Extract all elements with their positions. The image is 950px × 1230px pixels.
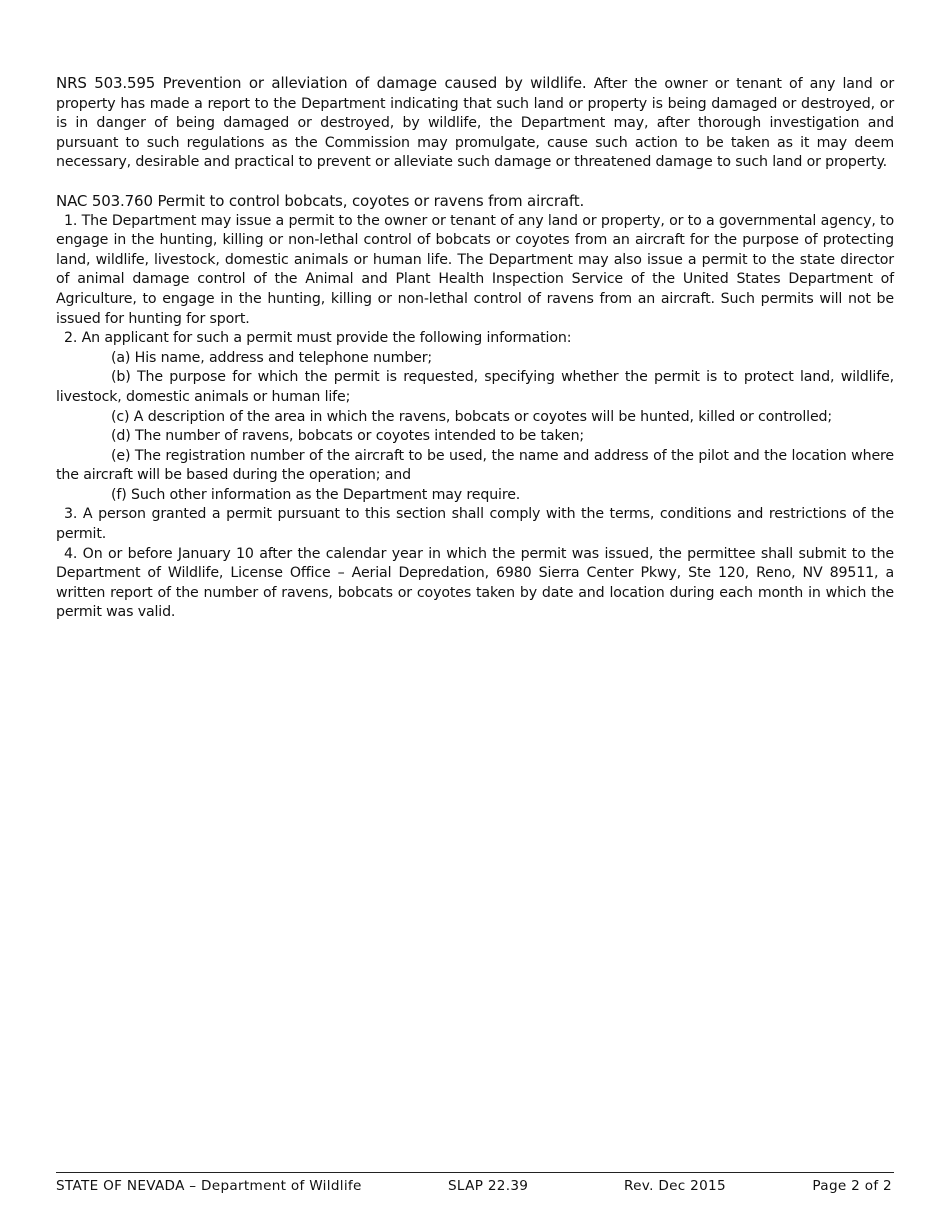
nac-item-a: (a) His name, address and telephone number; — [111, 349, 433, 366]
nac-paragraph-2: 2. An applicant for such a permit must provide the following information: — [64, 330, 572, 347]
footer-revision: Rev. Dec 2015 — [624, 1178, 726, 1194]
page-footer — [56, 1178, 894, 1198]
nac-paragraph-4: 4. On or before January 10 after the calendar year in which the permit was issued, the permittee shall submit to the Department of Wildlife, License Office – Aerial Depredation, 6980 Sierra Center Pkwy, Ste 120, Reno, NV 89511, a written report of the number of ravens, bobcats or coyotes taken by date and location during each month in which the permit was valid. — [56, 545, 894, 621]
footer-page-number: Page 2 of 2 — [812, 1178, 892, 1194]
nac-item-d: (d) The number of ravens, bobcats or coyotes intended to be taken; — [111, 428, 585, 445]
footer-form-number: SLAP 22.39 — [448, 1178, 529, 1194]
section-spacer — [56, 173, 894, 192]
nac-item-f: (f) Such other information as the Department may require. — [111, 486, 521, 503]
nrs-section — [56, 74, 894, 173]
nac-paragraph-3: 3. A person granted a permit pursuant to this section shall comply with the terms, conditions and restrictions of the permit. — [56, 506, 894, 543]
nac-paragraph-1: 1. The Department may issue a permit to the owner or tenant of any land or property, or to a governmental agency, to engage in the hunting, killing or non-lethal control of bobcats or coyotes from an aircraft for the purpose of protecting land, wildlife, livestock, domestic animals or human life. The Department may also issue a permit to the state director of animal damage control of the Animal and Plant Health Inspection Service of the United States Department of Agriculture, to engage in the hunting, killing or non-lethal control of ravens from an aircraft. Such permits will not be issued for hunting for sport. — [56, 212, 894, 327]
nac-item-b: (b) The purpose for which the permit is requested, specifying whether the permit is to protect land, wildlife, livestock, domestic animals or human life; — [56, 369, 894, 405]
footer-divider — [56, 1172, 894, 1173]
nrs-title: NRS 503.595 Prevention or alleviation of damage caused by wildlife. — [56, 74, 587, 92]
footer-agency: STATE OF NEVADA – Department of Wildlife — [56, 1178, 362, 1194]
nac-item-e: (e) The registration number of the aircraft to be used, the name and address of the pilot and the location where the aircraft will be based during the operation; and — [56, 447, 894, 484]
nac-item-c: (c) A description of the area in which the ravens, bobcats or coyotes will be hunted, killed or controlled; — [111, 408, 833, 425]
nrs-body: After the owner or tenant of any land or property has made a report to the Department indicating that such land or property is being damaged or destroyed, or is in danger of being damaged or destroyed, by wildlife, the Department may, after thorough investigation and pursuant to such regulations as the Commission may promulgate, cause such action to be taken as it may deem necessary, desirable and practical to prevent or alleviate such damage or threatened damage to such land or property. — [56, 76, 894, 171]
nac-title: NAC 503.760 Permit to control bobcats, coyotes or ravens from aircraft. — [56, 191, 585, 210]
document-body — [56, 74, 894, 623]
